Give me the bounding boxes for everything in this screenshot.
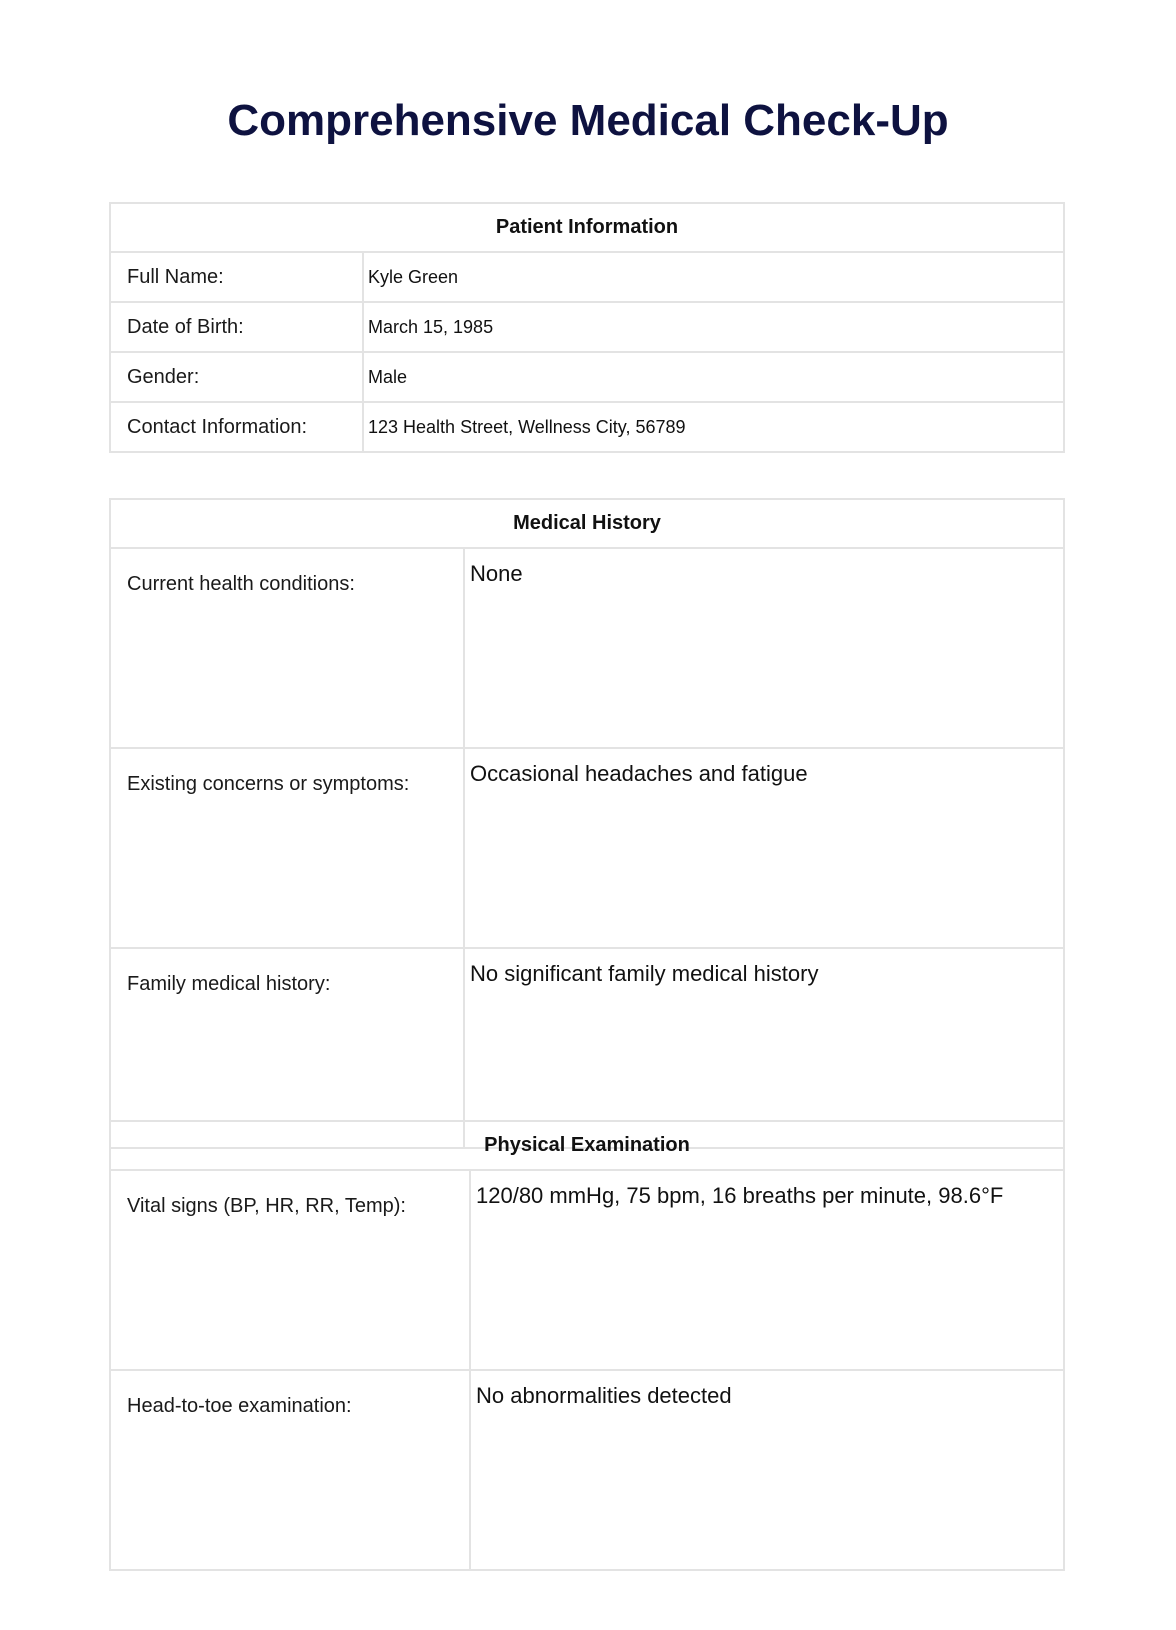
vital-signs-value: 120/80 mmHg, 75 bpm, 16 breaths per minute, 98.6°F	[470, 1170, 1064, 1370]
section-heading: Medical History	[110, 499, 1064, 548]
table-row	[110, 352, 1064, 402]
contact-information-value: 123 Health Street, Wellness City, 56789	[363, 402, 1064, 452]
full-name-value: Kyle Green	[363, 252, 1064, 302]
field-label: Gender:	[110, 352, 363, 402]
physical-examination-table	[109, 1120, 1065, 1571]
field-label: Existing concerns or symptoms:	[110, 748, 464, 948]
table-row	[110, 1170, 1064, 1370]
table-row	[110, 302, 1064, 352]
concerns-value: Occasional headaches and fatigue	[464, 748, 1064, 948]
table-row	[110, 948, 1064, 1148]
table-row	[110, 402, 1064, 452]
date-of-birth-value: March 15, 1985	[363, 302, 1064, 352]
field-label: Head-to-toe examination:	[110, 1370, 470, 1570]
table-row	[110, 548, 1064, 748]
medical-history-table	[109, 498, 1065, 1149]
page-title: Comprehensive Medical Check-Up	[227, 96, 949, 145]
table-row	[110, 252, 1064, 302]
field-label: Full Name:	[110, 252, 363, 302]
current-conditions-value: None	[464, 548, 1064, 748]
table-row	[110, 748, 1064, 948]
field-label: Current health conditions:	[110, 548, 464, 748]
head-to-toe-value: No abnormalities detected	[470, 1370, 1064, 1570]
field-label: Date of Birth:	[110, 302, 363, 352]
table-row	[110, 1370, 1064, 1570]
section-heading: Physical Examination	[110, 1121, 1064, 1170]
field-label: Family medical history:	[110, 948, 464, 1148]
field-label: Contact Information:	[110, 402, 363, 452]
field-label: Vital signs (BP, HR, RR, Temp):	[110, 1170, 470, 1370]
section-heading: Patient Information	[110, 203, 1064, 252]
gender-value: Male	[363, 352, 1064, 402]
family-history-value: No significant family medical history	[464, 948, 1064, 1148]
patient-information-table	[109, 202, 1065, 453]
